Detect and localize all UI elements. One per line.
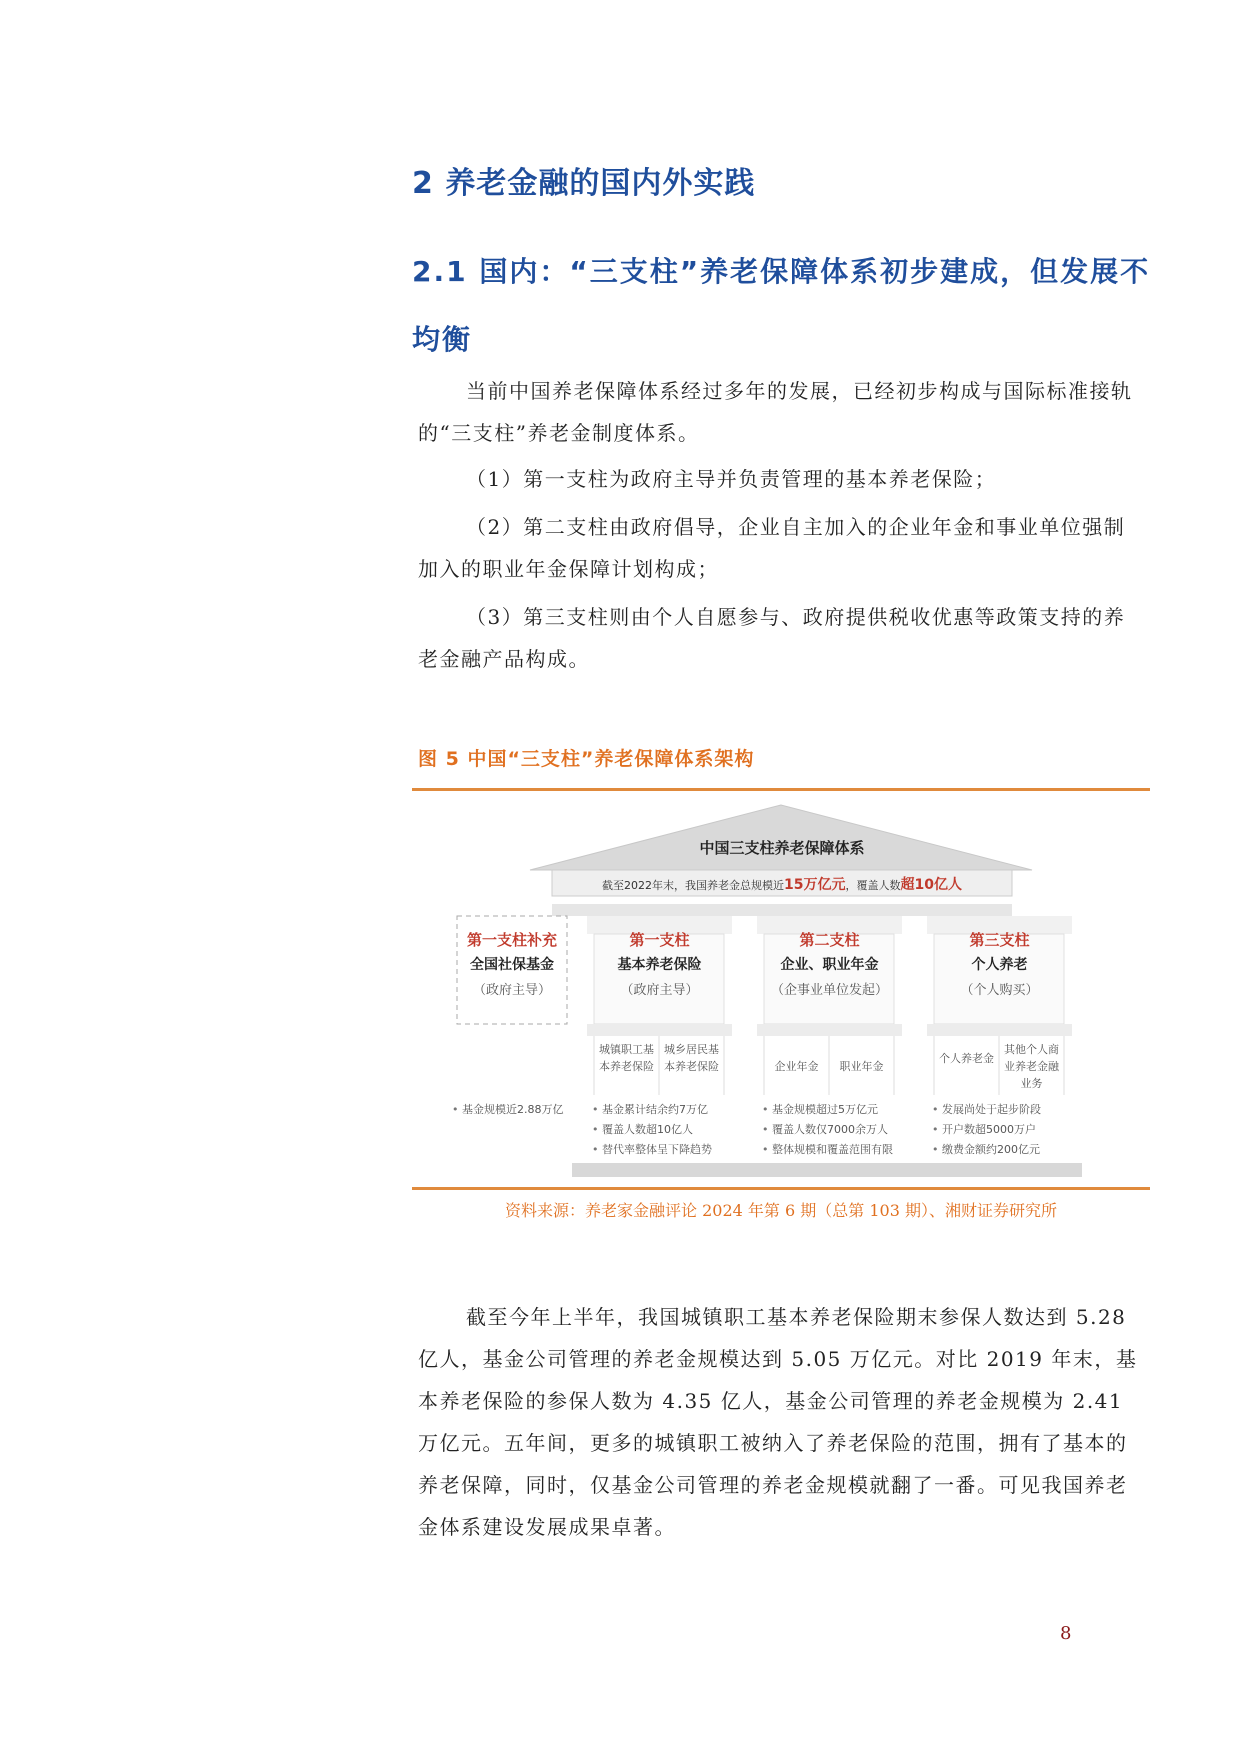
sub-item: 城镇职工基本养老保险 [599,1043,654,1073]
pillar-1 [587,928,732,1004]
bullet-list-pillar-2 [762,1100,893,1160]
bullet-list-supplement [452,1100,564,1120]
roof-sub-amount: 15万亿元 [784,877,846,893]
page-number: 8 [1060,1623,1072,1644]
foundation [572,1163,1082,1177]
subsection-heading: 2.1 国内：“三支柱”养老保障体系初步建成，但发展不均衡 [412,255,1151,356]
roof-sub-prefix: 截至2022年末，我国养老金总规模近 [602,879,785,892]
pillar-subtitle: 个人养老 [971,957,1028,973]
sub-item: 职业年金 [839,1060,884,1073]
figure-top-rule [412,788,1150,791]
bullet-item: • 覆盖人数仅7000余万人 [762,1120,893,1140]
roof-sub-count: 超10亿人 [900,877,962,893]
bullet-item: • 缴费金额约200亿元 [932,1140,1041,1160]
item-text-3: （3）第三支柱则由个人自愿参与、政府提供税收优惠等政策支持的养老金融产品构成。 [418,605,1126,671]
pillar-title: 第一支柱 [629,931,690,949]
pillar-1-base [587,1024,732,1036]
bullet-list-pillar-1 [592,1100,712,1160]
roof-subtitle [562,874,1002,894]
pillar-diagram [412,800,1150,1185]
bullet-item: • 整体规模和覆盖范围有限 [762,1140,893,1160]
bullet-item: • 发展尚处于起步阶段 [932,1100,1041,1120]
sub-item: 个人养老金 [939,1052,994,1065]
pillar-title: 第三支柱 [969,931,1030,949]
bullet-item: • 基金规模近2.88万亿 [452,1100,564,1120]
bullet-item: • 基金规模超过5万亿元 [762,1100,893,1120]
bullet-item: • 覆盖人数超10亿人 [592,1120,712,1140]
intro-paragraph [418,370,1146,454]
closing-text: 截至今年上半年，我国城镇职工基本养老保险期末参保人数达到 5.28 亿人，基金公司管理的养老金规模达到 5.05 万亿元。对比 2019 年末，基本养老保险的参保人数为 4.35 亿人，基金公司管理的养老金规模为 2.41 万亿元。五年间，更多的城镇职工被纳入了养老保险的范围，拥有了基本的养老保障，同时，仅基金公司管理的养老金规模就翻了一番。可见我国养老金体系建设发展成果卓著。 [418,1305,1138,1539]
pillar-note: （政府主导） [620,983,699,998]
item-paragraph-1 [418,458,1146,500]
bullet-item: • 替代率整体呈下降趋势 [592,1140,712,1160]
bullet-item: • 基金累计结余约7万亿 [592,1100,712,1120]
pillar-subtitle: 企业、职业年金 [780,957,879,973]
figure-source: 资料来源：养老家金融评论 2024 年第 6 期（总第 103 期）、湘财证券研究所 [505,1201,1057,1220]
pillar-title: 第一支柱补充 [466,931,557,949]
pillar-title: 第二支柱 [799,931,860,949]
pillar-subtitle: 基本养老保险 [617,957,702,973]
sub-item: 其他个人商业养老金融业务 [1004,1043,1059,1090]
intro-text: 当前中国养老保障体系经过多年的发展，已经初步构成与国际标准接轨的“三支柱”养老金制度体系。 [418,379,1133,445]
pillar-subtitle: 全国社保基金 [470,957,554,973]
pillar-note: （个人购买） [960,983,1039,998]
pillar-3 [927,928,1072,1004]
item-text-2: （2）第二支柱由政府倡导，企业自主加入的企业年金和事业单位强制加入的职业年金保障计划构成； [418,515,1126,581]
pillar-note: （政府主导） [472,983,551,998]
section-heading: 2 养老金融的国内外实践 [412,166,756,201]
pillar-supplement [457,928,567,1004]
pillar-3-base [927,1024,1072,1036]
pillar-note: （企事业单位发起） [770,983,888,998]
item-paragraph-2 [418,506,1146,590]
pillar-2-base [757,1024,902,1036]
sub-item: 城乡居民基本养老保险 [664,1043,719,1073]
pillar-2 [757,928,902,1004]
roof-sub-mid: ，覆盖人数 [845,879,901,892]
bullet-list-pillar-3 [932,1100,1041,1160]
beam [552,904,1012,916]
sub-item: 企业年金 [774,1060,819,1073]
roof-title: 中国三支柱养老保障体系 [699,839,865,857]
item-paragraph-3 [418,596,1146,680]
figure-bottom-rule [412,1187,1150,1190]
item-text-1: （1）第一支柱为政府主导并负责管理的基本养老保险； [466,467,997,491]
figure-title: 图 5 中国“三支柱”养老保障体系架构 [418,748,755,770]
bullet-item: • 开户数超5000万户 [932,1120,1041,1140]
closing-paragraph [418,1296,1146,1548]
